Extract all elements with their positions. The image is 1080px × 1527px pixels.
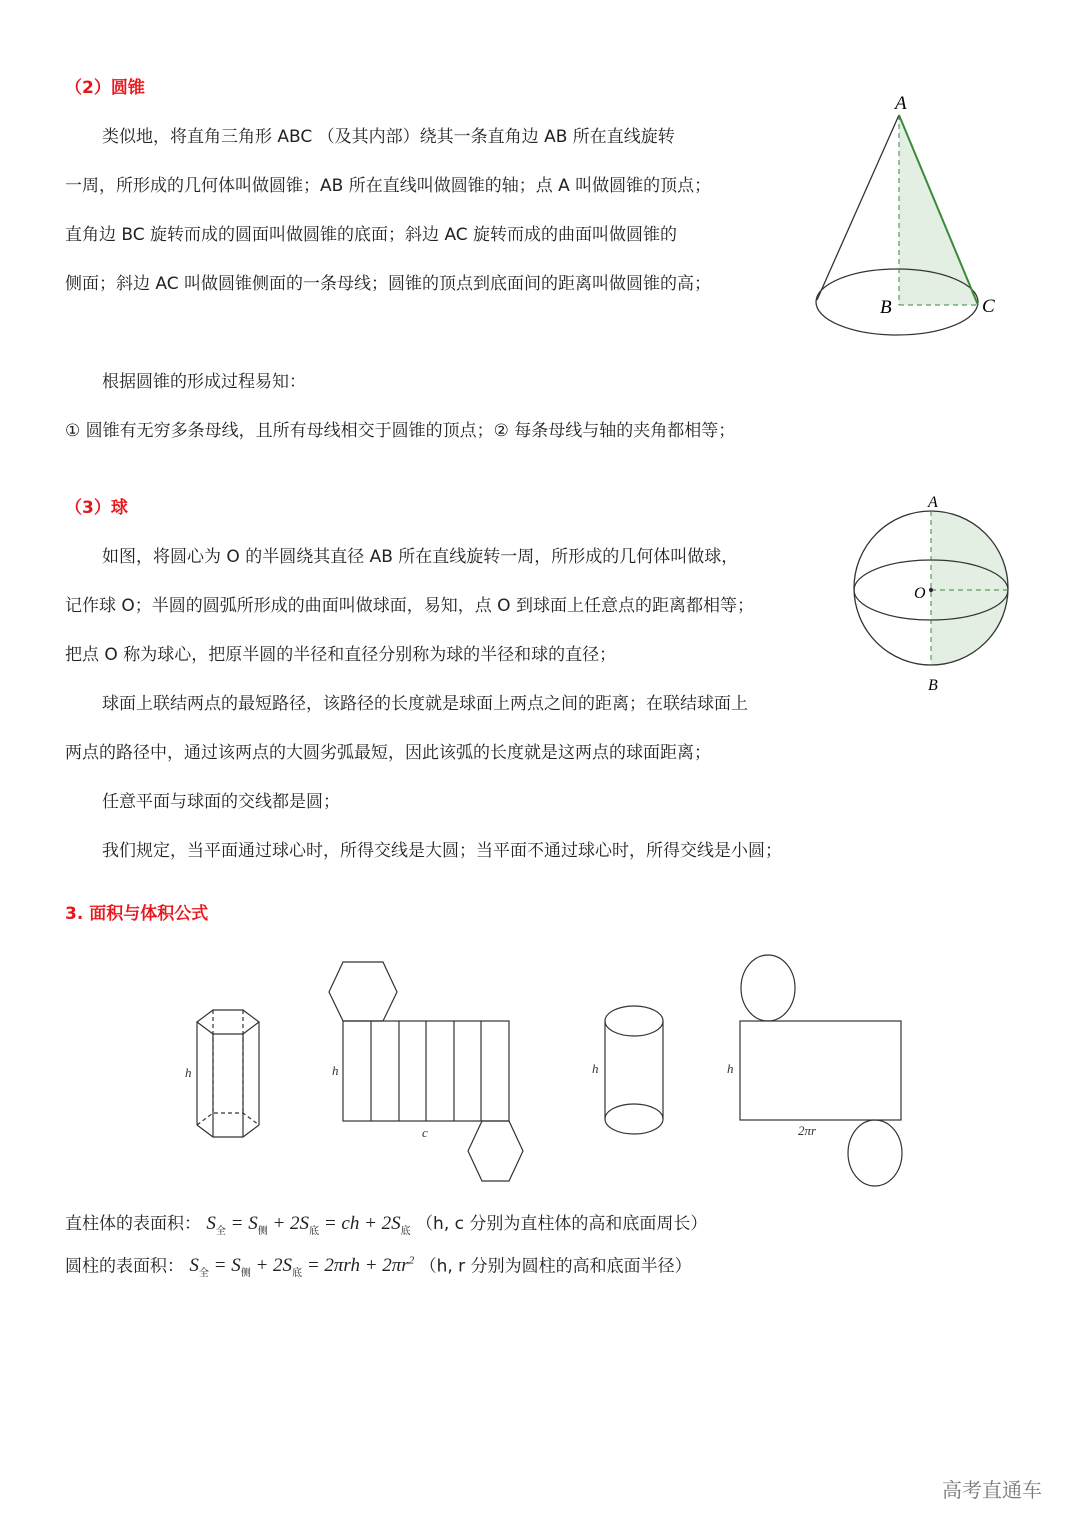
cone-text-line: 一周，所形成的几何体叫做圆锥；AB 所在直线叫做圆锥的轴；点 A 叫做圆锥的顶点； <box>65 176 712 196</box>
formula-label: 圆柱的表面积： <box>65 1256 184 1277</box>
math: = ch + 2S <box>319 1213 401 1234</box>
cylinder-h-label: h <box>592 1061 599 1076</box>
cylinder-net-h-label: h <box>727 1061 734 1076</box>
math: + 2S <box>250 1255 293 1277</box>
cylinder-surface-formula <box>65 1249 692 1286</box>
label-o: O <box>914 585 926 602</box>
label-c: C <box>982 296 995 317</box>
sphere-figure <box>840 490 1020 695</box>
math: 2 <box>408 1255 415 1267</box>
formula-note: （h, r 分别为圆柱的高和底面半径） <box>419 1256 692 1277</box>
sphere-text-line: 记作球 O；半圆的圆弧所形成的曲面叫做球面，易知，点 O 到球面上任意点的距离都相等； <box>65 596 754 616</box>
cone-text-line: 直角边 BC 旋转而成的圆面叫做圆锥的底面；斜边 AC 旋转而成的曲面叫做圆锥的 <box>65 225 678 245</box>
net-h-label: h <box>332 1063 339 1078</box>
math: 底 <box>400 1226 411 1237</box>
math: S <box>206 1213 216 1234</box>
math: = S <box>208 1255 241 1277</box>
prism-surface-formula <box>65 1212 707 1244</box>
prism-h-label: h <box>185 1065 192 1080</box>
label-a: A <box>895 93 907 114</box>
label-b: B <box>880 297 892 318</box>
sphere-text-line: 如图，将圆心为 O 的半圆绕其直径 AB 所在直线旋转一周，所形成的几何体叫做球， <box>102 547 739 567</box>
math: 侧 <box>240 1268 251 1280</box>
watermark: 高考直通车 <box>942 1478 1042 1502</box>
math: 全 <box>198 1268 209 1280</box>
cone-note: 根据圆锥的形成过程易知： <box>102 372 306 392</box>
cone-text-line: 侧面；斜边 AC 叫做圆锥侧面的一条母线；圆锥的顶点到底面间的距离叫做圆锥的高； <box>65 274 712 294</box>
sphere-heading: （3）球 <box>65 498 128 518</box>
sphere-text-line: 把点 O 称为球心，把原半圆的半径和直径分别称为球的半径和球的直径； <box>65 645 617 665</box>
cone-text-line: 类似地，将直角三角形 ABC （及其内部）绕其一条直角边 AB 所在直线旋转 <box>102 127 675 147</box>
formula-heading: 3. 面积与体积公式 <box>65 904 209 924</box>
sphere-text-line: 任意平面与球面的交线都是圆； <box>102 792 340 812</box>
formula-label: 直柱体的表面积： <box>65 1214 201 1234</box>
sphere-text-line: 球面上联结两点的最短路径，该路径的长度就是球面上两点之间的距离；在联结球面上 <box>102 694 748 714</box>
math: = 2πrh + 2πr <box>302 1255 409 1277</box>
math: S <box>189 1255 199 1277</box>
math: 底 <box>309 1226 320 1237</box>
prism-figures <box>170 950 930 1195</box>
cone-heading: （2）圆锥 <box>65 78 145 98</box>
cone-figure <box>800 85 1010 345</box>
cone-facts: ① 圆锥有无穷多条母线，且所有母线相交于圆锥的顶点；② 每条母线与轴的夹角都相等； <box>65 421 736 441</box>
math: 底 <box>292 1268 303 1280</box>
math: 全 <box>215 1226 226 1237</box>
math: + 2S <box>267 1213 310 1234</box>
cylinder-net-width-label: 2πr <box>798 1123 817 1138</box>
label-a: A <box>928 494 938 511</box>
sphere-text-line: 我们规定，当平面通过球心时，所得交线是大圆；当平面不通过球心时，所得交线是小圆； <box>102 841 782 861</box>
math: = S <box>225 1213 258 1234</box>
formula-note: （h, c 分别为直柱体的高和底面周长） <box>416 1214 708 1234</box>
net-c-label: c <box>422 1125 428 1140</box>
math: 侧 <box>257 1226 268 1237</box>
label-b: B <box>928 677 938 694</box>
sphere-text-line: 两点的路径中，通过该两点的大圆劣弧最短，因此该弧的长度就是这两点的球面距离； <box>65 743 711 763</box>
